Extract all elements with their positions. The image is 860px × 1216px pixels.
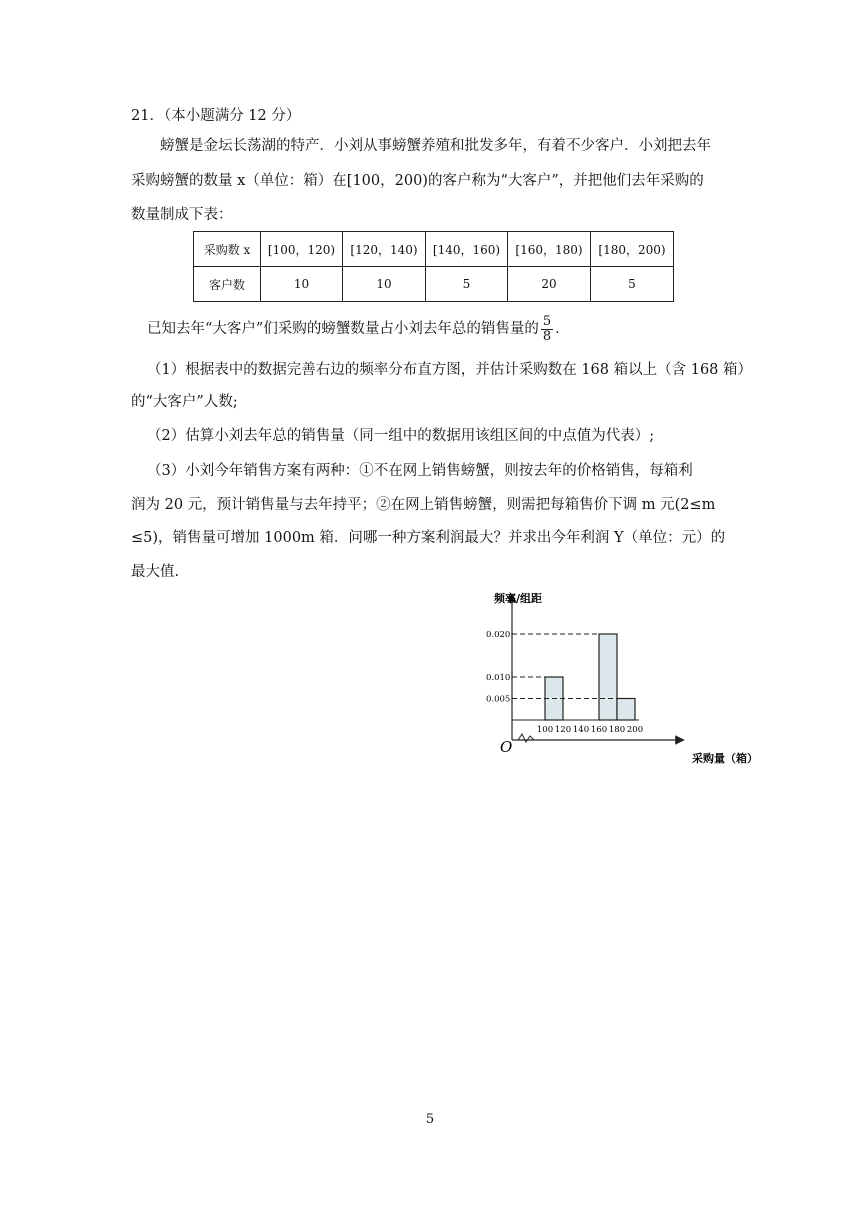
frequency-histogram: [480, 590, 780, 770]
x-tick-label: 160: [590, 725, 608, 735]
histogram-bar: [599, 634, 617, 720]
fraction-numerator: 5: [542, 313, 552, 329]
x-ticks-group: [537, 725, 643, 735]
part1-line-2: 的“大客户”人数;: [131, 394, 238, 410]
axis-break-icon: [518, 734, 534, 742]
origin-label: O: [500, 738, 513, 756]
table-count-cell: 5: [591, 267, 674, 302]
intro-line-3: 数量制成下表：: [131, 207, 233, 223]
known-suffix: ．: [555, 321, 570, 337]
question-header: 21．（本小题满分 12 分）: [131, 108, 301, 124]
x-tick-label: 140: [572, 725, 590, 735]
page-number: 5: [425, 1112, 435, 1127]
fraction: [541, 315, 553, 344]
table-interval-cell: [140，160): [426, 232, 508, 267]
table-count-cell: 10: [343, 267, 426, 302]
table-row: [194, 267, 674, 302]
table-count-cell: 20: [508, 267, 591, 302]
part2-line: （2）估算小刘去年总的销售量（同一组中的数据用该组区间的中点值为代表）;: [147, 428, 655, 444]
part3-line-1: （3）小刘今年销售方案有两种：①不在网上销售螃蟹，则按去年的价格销售，每箱利: [147, 463, 693, 479]
known-prefix: 已知去年“大客户”们采购的螃蟹数量占小刘去年总的销售量的: [147, 321, 539, 337]
y-tick-label: 0.005: [486, 694, 511, 705]
y-axis-label: 频率/组距: [494, 592, 543, 605]
x-axis-label: 采购量（箱）: [692, 752, 758, 765]
intro-line-2: 采购螃蟹的数量 x（单位：箱）在[100，200)的客户称为“大客户”，并把他们去年采购的: [131, 173, 704, 189]
table-interval-cell: [160，180): [508, 232, 591, 267]
intro-line-1: 螃蟹是金坛长荡湖的特产．小刘从事螃蟹养殖和批发多年，有着不少客户．小刘把去年: [160, 138, 711, 154]
part3-line-3: ≤5)，销售量可增加 1000m 箱．问哪一种方案利润最大？并求出今年利润 Y（单位：元）的: [131, 530, 726, 546]
x-tick-label: 100: [536, 725, 554, 735]
y-tick-label: 0.010: [486, 673, 511, 683]
y-ticks-group: [486, 630, 510, 705]
table-interval-cell: [180，200): [591, 232, 674, 267]
table-count-cell: 5: [426, 267, 508, 302]
table-row: [194, 232, 674, 267]
histogram-bar: [617, 699, 635, 721]
known-condition: [147, 312, 570, 346]
table-row-label: 客户数: [194, 267, 261, 302]
x-tick-label: 180: [608, 725, 626, 735]
y-tick-label: 0.020: [486, 630, 511, 640]
purchase-table: [193, 231, 674, 302]
part3-line-2: 润为 20 元，预计销售量与去年持平；②在网上销售螃蟹，则需把每箱售价下调 m 元(2≤m: [131, 497, 716, 513]
table-interval-cell: [100，120): [261, 232, 343, 267]
table-count-cell: 10: [261, 267, 343, 302]
part3-line-4: 最大值.: [131, 564, 180, 580]
fraction-denominator: 8: [542, 328, 552, 344]
part1-line-1: （1）根据表中的数据完善右边的频率分布直方图，并估计采购数在 168 箱以上（含 168 箱）: [147, 362, 753, 378]
table-interval-cell: [120，140): [343, 232, 426, 267]
x-tick-label: 200: [626, 725, 644, 735]
table-header-label: 采购数 x: [194, 232, 261, 267]
x-tick-label: 120: [554, 725, 572, 735]
